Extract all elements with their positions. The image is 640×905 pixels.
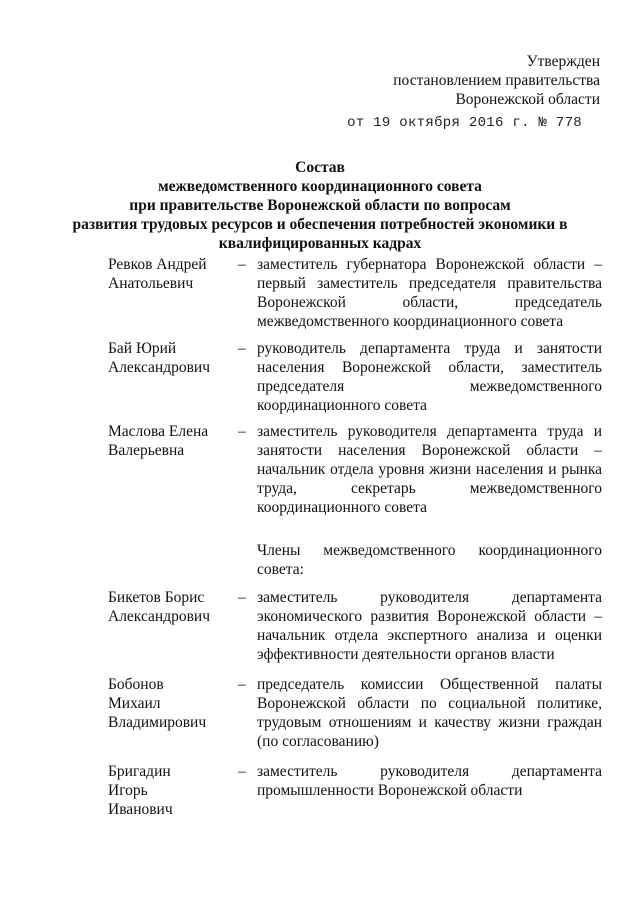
member-name: Бобонов Михаил Владимирович — [108, 676, 207, 731]
member-role: заместитель руководителя департамента экономического развития Воронежской области – начальник отдела экспертного анализа и оценки эффективности деятельности органов власти — [257, 589, 602, 663]
members-list — [108, 255, 602, 822]
member-row — [108, 675, 602, 762]
member-name: Бай Юрий Александрович — [108, 340, 210, 376]
member-role: председатель комиссии Общественной палаты Воронежской области по социальной политике, трудовым отношениям и качеству жизни граждан (по согласованию) — [257, 676, 602, 750]
approval-line-resolution: постановлением правительства — [393, 72, 600, 89]
member-role: руководитель департамента труда и занятости населения Воронежской области, заместитель председателя межведомственного координационного совета — [257, 340, 602, 414]
member-role: заместитель руководителя департамента труда и занятости населения Воронежской области – начальник отдела уровня жизни населения и рынка труда, секретарь межведомственного координационного совета — [257, 423, 602, 516]
document-title — [40, 158, 600, 253]
approval-line-approved: Утвержден — [526, 53, 600, 70]
approval-line-region: Воронежской области — [455, 91, 600, 108]
member-name: Бикетов Борис Александрович — [108, 589, 210, 625]
title-line-2: межведомственного координационного совета — [158, 178, 482, 195]
member-role: заместитель руководителя департамента промышленности Воронежской области — [257, 763, 602, 799]
member-name: Бригадин Игорь Иванович — [108, 763, 173, 818]
title-line-5: квалифицированных кадрах — [218, 235, 422, 252]
member-row — [108, 339, 602, 422]
member-row — [108, 588, 602, 675]
member-role: заместитель губернатора Воронежской области – первый заместитель председателя правительства Воронежской области, председатель межведомственного координационного совета — [257, 256, 602, 330]
member-name: Маслова Елена Валерьевна — [108, 423, 209, 459]
dash-separator: – — [238, 763, 246, 780]
members-section-header: Члены межведомственного координационного совета: — [257, 542, 602, 578]
dash-separator: – — [238, 340, 246, 357]
approval-block — [340, 52, 600, 133]
member-row — [108, 762, 602, 822]
dash-separator: – — [238, 589, 246, 606]
title-line-3: при правительстве Воронежской области по вопросам — [129, 197, 511, 214]
dash-separator: – — [238, 423, 246, 440]
title-line-1: Состав — [295, 159, 345, 176]
title-line-4: развития трудовых ресурсов и обеспечения потребностей экономики в — [72, 216, 568, 233]
dash-separator: – — [238, 676, 246, 693]
dash-separator: – — [238, 256, 246, 273]
member-name: Ревков Андрей Анатольевич — [108, 256, 207, 292]
member-row — [108, 422, 602, 588]
approval-date-stamp: от 19 октября 2016 г. № 778 — [347, 115, 582, 131]
member-row — [108, 255, 602, 339]
